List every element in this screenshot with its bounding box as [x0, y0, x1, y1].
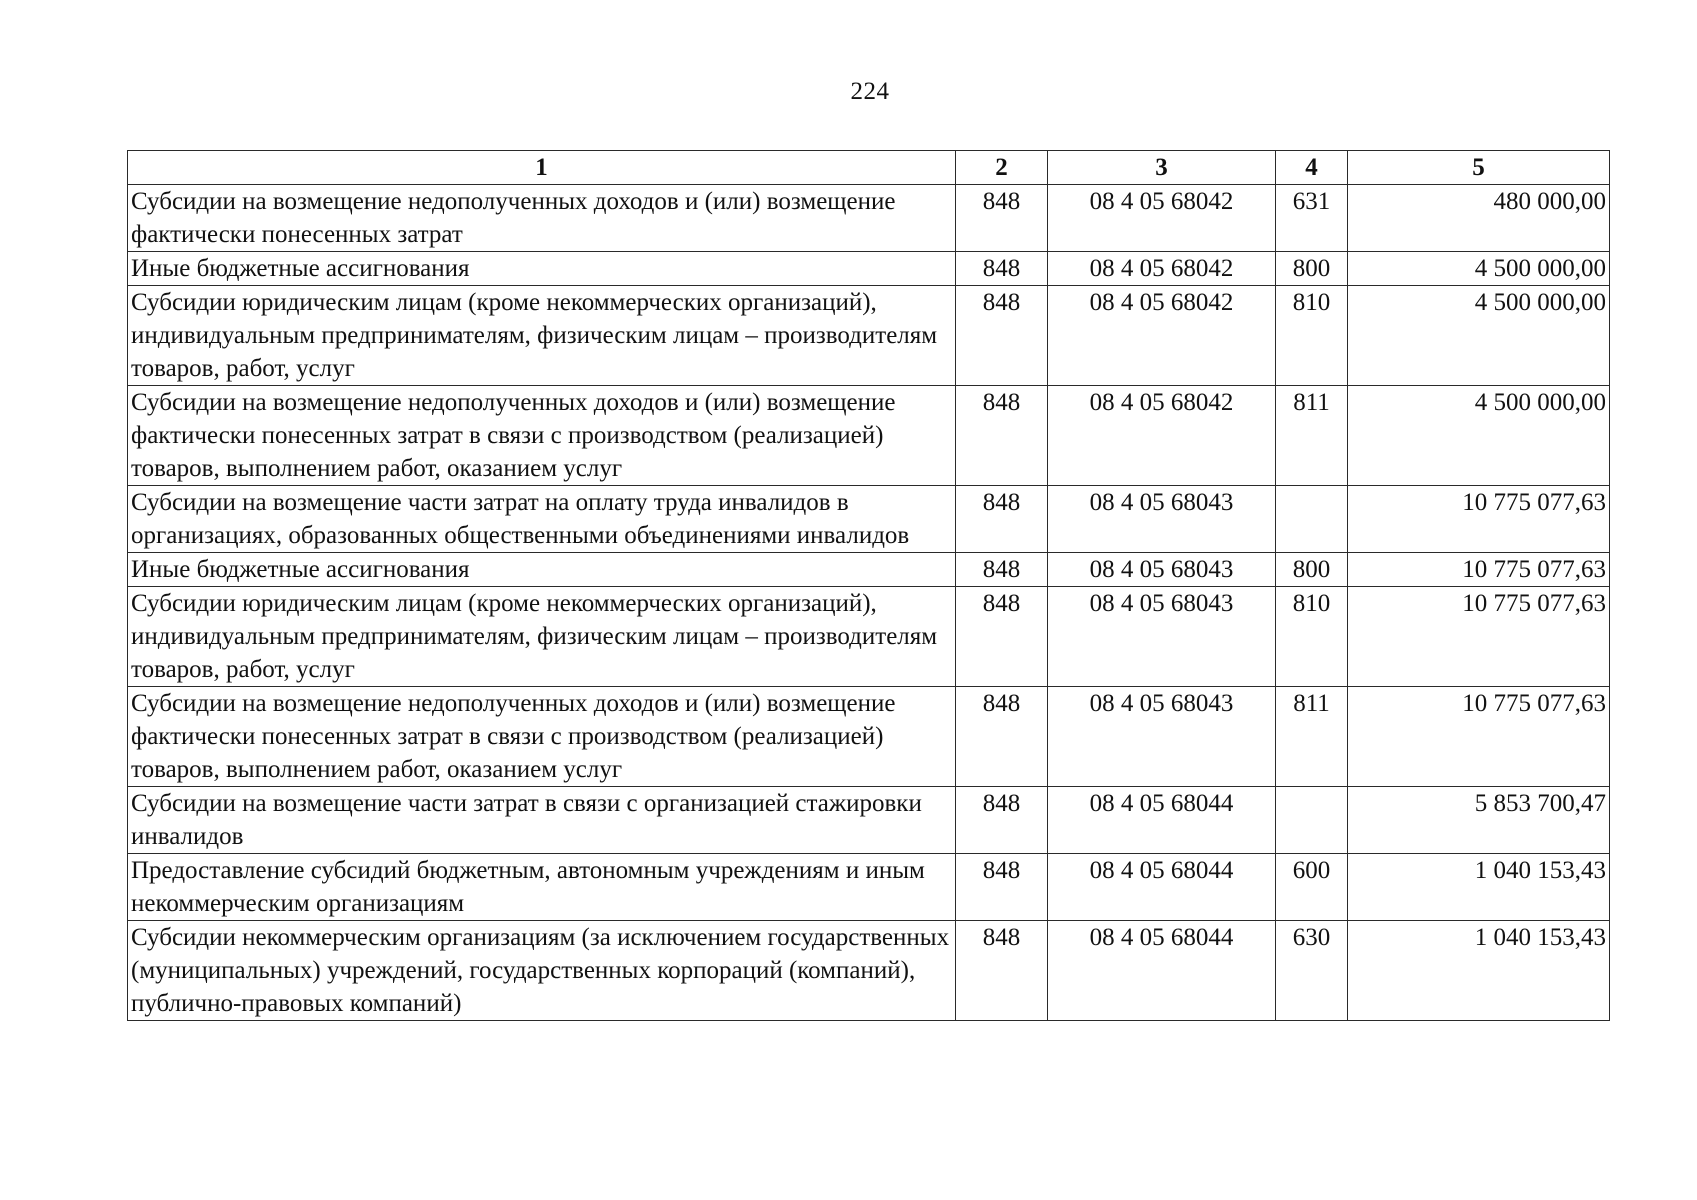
table-row	[128, 921, 1610, 1021]
row-code: 848	[956, 486, 1048, 553]
row-classifier: 08 4 05 68042	[1048, 185, 1276, 252]
row-type: 811	[1276, 687, 1348, 787]
table-row	[128, 386, 1610, 486]
row-type: 811	[1276, 386, 1348, 486]
row-name: Иные бюджетные ассигнования	[128, 252, 956, 286]
row-code: 848	[956, 386, 1048, 486]
row-name: Субсидии юридическим лицам (кроме некоммерческих организаций), индивидуальным предпринимателям, физическим лицам – производителям товаров, работ, услуг	[128, 587, 956, 687]
row-code: 848	[956, 185, 1048, 252]
table-row	[128, 587, 1610, 687]
row-code: 848	[956, 587, 1048, 687]
row-type: 600	[1276, 854, 1348, 921]
row-type	[1276, 486, 1348, 553]
row-type: 800	[1276, 553, 1348, 587]
table-row	[128, 252, 1610, 286]
row-type: 810	[1276, 286, 1348, 386]
row-type: 630	[1276, 921, 1348, 1021]
row-name: Субсидии на возмещение части затрат в связи с организацией стажировки инвалидов	[128, 787, 956, 854]
row-classifier: 08 4 05 68043	[1048, 486, 1276, 553]
row-code: 848	[956, 921, 1048, 1021]
row-amount: 10 775 077,63	[1348, 553, 1610, 587]
row-amount: 10 775 077,63	[1348, 486, 1610, 553]
column-header-name: 1	[128, 151, 956, 185]
row-name: Субсидии юридическим лицам (кроме некоммерческих организаций), индивидуальным предпринимателям, физическим лицам – производителям товаров, работ, услуг	[128, 286, 956, 386]
column-header-type: 4	[1276, 151, 1348, 185]
row-code: 848	[956, 252, 1048, 286]
column-header-amount: 5	[1348, 151, 1610, 185]
row-amount: 4 500 000,00	[1348, 252, 1610, 286]
row-code: 848	[956, 687, 1048, 787]
table-row	[128, 854, 1610, 921]
table-row	[128, 553, 1610, 587]
row-name: Субсидии некоммерческим организациям (за исключением государственных (муниципальных) учреждений, государственных корпораций (компаний), публично-правовых компаний)	[128, 921, 956, 1021]
page-number: 224	[850, 78, 890, 105]
column-header-code: 2	[956, 151, 1048, 185]
row-amount: 4 500 000,00	[1348, 386, 1610, 486]
row-classifier: 08 4 05 68043	[1048, 687, 1276, 787]
row-amount: 4 500 000,00	[1348, 286, 1610, 386]
budget-table	[127, 150, 1610, 1021]
row-name: Субсидии на возмещение недополученных доходов и (или) возмещение фактически понесенных затрат в связи с производством (реализацией) товаров, выполнением работ, оказанием услуг	[128, 687, 956, 787]
table-row	[128, 185, 1610, 252]
row-classifier: 08 4 05 68044	[1048, 854, 1276, 921]
column-header-classifier: 3	[1048, 151, 1276, 185]
row-classifier: 08 4 05 68043	[1048, 553, 1276, 587]
row-amount: 10 775 077,63	[1348, 687, 1610, 787]
row-type: 810	[1276, 587, 1348, 687]
table-row	[128, 787, 1610, 854]
row-type	[1276, 787, 1348, 854]
row-name: Субсидии на возмещение недополученных доходов и (или) возмещение фактически понесенных затрат в связи с производством (реализацией) товаров, выполнением работ, оказанием услуг	[128, 386, 956, 486]
row-code: 848	[956, 787, 1048, 854]
row-classifier: 08 4 05 68042	[1048, 286, 1276, 386]
row-name: Иные бюджетные ассигнования	[128, 553, 956, 587]
table-row	[128, 286, 1610, 386]
row-name: Субсидии на возмещение недополученных доходов и (или) возмещение фактически понесенных затрат	[128, 185, 956, 252]
row-code: 848	[956, 854, 1048, 921]
row-type: 800	[1276, 252, 1348, 286]
table-row	[128, 687, 1610, 787]
row-classifier: 08 4 05 68043	[1048, 587, 1276, 687]
row-amount: 10 775 077,63	[1348, 587, 1610, 687]
row-code: 848	[956, 553, 1048, 587]
row-name: Предоставление субсидий бюджетным, автономным учреждениям и иным некоммерческим организациям	[128, 854, 956, 921]
row-amount: 480 000,00	[1348, 185, 1610, 252]
row-type: 631	[1276, 185, 1348, 252]
row-amount: 5 853 700,47	[1348, 787, 1610, 854]
row-amount: 1 040 153,43	[1348, 921, 1610, 1021]
row-classifier: 08 4 05 68042	[1048, 252, 1276, 286]
row-classifier: 08 4 05 68044	[1048, 787, 1276, 854]
table-row	[128, 486, 1610, 553]
row-code: 848	[956, 286, 1048, 386]
table-header-row	[128, 151, 1610, 185]
row-amount: 1 040 153,43	[1348, 854, 1610, 921]
row-classifier: 08 4 05 68042	[1048, 386, 1276, 486]
row-name: Субсидии на возмещение части затрат на оплату труда инвалидов в организациях, образованных общественными объединениями инвалидов	[128, 486, 956, 553]
row-classifier: 08 4 05 68044	[1048, 921, 1276, 1021]
